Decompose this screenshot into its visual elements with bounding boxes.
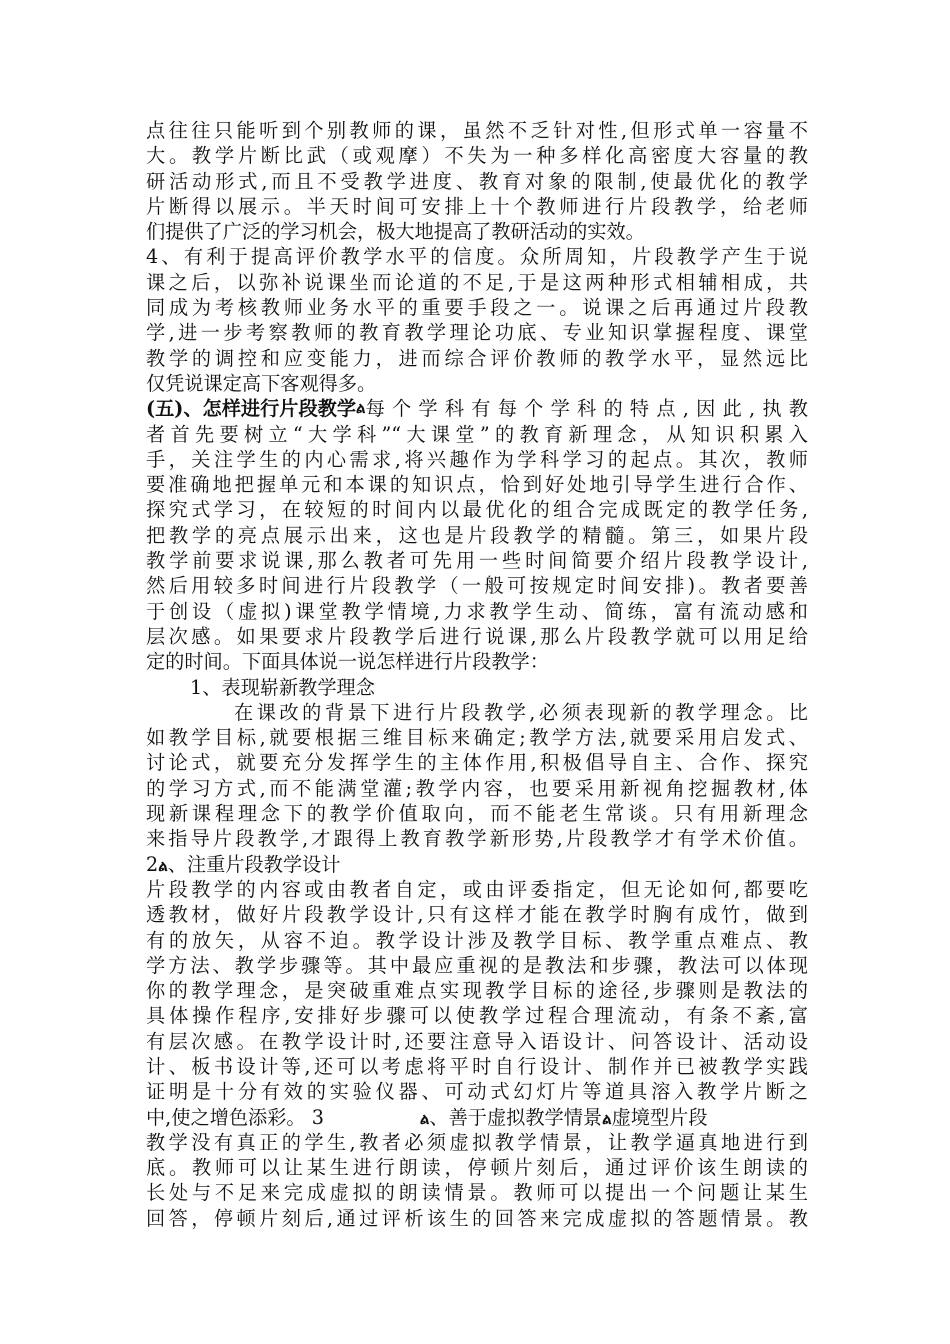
text-line: 的学习方式,而不能满堂灌;教学内容，也要采用新视角挖掘教材,体 [146, 776, 808, 800]
subheading-text: 、注重片段教学设计 [167, 852, 341, 876]
section-heading-line [146, 396, 808, 421]
text-line: 你的教学理念，是突破重难点实现教学目标的途径,步骤则是教法的 [146, 979, 808, 1003]
text-line: 把教学的亮点展示出来，这也是片段教学的精髓。第三，如果片段 [146, 523, 808, 547]
text-line: 如教学目标,就要根据三维目标来确定;教学方法,就要采用启发式、 [146, 726, 808, 750]
mixed-line [146, 1105, 808, 1130]
text-line: 计、板书设计等,还可以考虑将平时自行设计、制作并已被教学实践 [146, 1054, 808, 1078]
text-line: 来指导片段教学,才跟得上教育教学新形势,片段教学才有学术价值。 [146, 827, 808, 851]
text-fragment: 虚境型片段 [611, 1105, 708, 1129]
text-line: 定的时间。下面具体说一说怎样进行片段教学： [146, 650, 549, 674]
text-line: 现新课程理念下的教学价值取向，而不能老生常谈。只有用新理念 [146, 802, 808, 826]
text-line: 教学没有真正的学生,教者必须虚拟教学情景，让教学逼真地进行到 [146, 1130, 808, 1154]
text-line: 有的放矢，从容不迫。教学设计涉及教学目标、教学重点难点、教 [146, 928, 808, 952]
subheading-line [146, 852, 808, 877]
text-line: 们提供了广泛的学习机会，极大地提高了教研活动的实效。 [146, 220, 645, 244]
bullet-glyph: ል [602, 1109, 612, 1128]
text-line: 课之后，以弥补说课坐而论道的不足,于是这两种形式相辅相成，共 [146, 270, 808, 294]
bullet-glyph: ል [419, 1109, 430, 1128]
subheading-text: 、善于虚拟教学情景 [429, 1105, 603, 1129]
text-line: 探究式学习，在较短的时间内以最优化的组合完成既定的教学任务, [146, 498, 808, 522]
text-line: 学方法、教学步骤等。其中最应重视的是教法和步骤，教法可以体现 [146, 953, 808, 977]
text-line: 学,进一步考察教师的教育教学理论功底、专业知识掌握程度、课堂 [146, 321, 808, 345]
text-line: 同成为考核教师业务水平的重要手段之一。说课之后再通过片段教 [146, 296, 808, 320]
text-line: 回答，停顿片刻后,通过评析该生的回答来完成虚拟的答题情景。教 [146, 1206, 808, 1230]
text-line: 具体操作程序,安排好步骤可以使教学过程合理流动，有条不紊,富 [146, 1004, 808, 1028]
text-fragment: 中,使之增色添彩。 3 [146, 1105, 324, 1129]
text-line: 层次感。如果要求片段教学后进行说课,那么片段教学就可以用足给 [146, 624, 808, 648]
subheading-number: 2 [146, 852, 159, 876]
bullet-glyph: ል [158, 856, 168, 875]
text-line: 手，关注学生的内心需求,将兴趣作为学科学习的起点。其次，教师 [146, 447, 808, 471]
text-line: 4、有利于提高评价教学水平的信度。众所周知，片段教学产生于说 [146, 245, 808, 269]
text-line: 片断得以展示。半天时间可安排上十个教师进行片段教学，给老师 [146, 194, 808, 218]
text-line: 教学的调控和应变能力，进而综合评价教师的教学水平，显然远比 [146, 346, 808, 370]
section-heading: (五)、怎样进行片段教学 [146, 397, 357, 421]
text-line: 底。教师可以让某生进行朗读，停顿片刻后，通过评价该生朗读的 [146, 1156, 808, 1180]
text-line: 研活动形式,而且不受教学进度、教育对象的限制,使最优化的教学 [146, 169, 808, 193]
text-line: 有层次感。在教学设计时,还要注意导入语设计、问答设计、活动设 [146, 1029, 808, 1053]
text-line: 要准确地把握单元和本课的知识点，恰到好处地引导学生进行合作、 [146, 473, 808, 497]
text-line: 大。教学片断比武（或观摩）不失为一种多样化高密度大容量的教 [146, 144, 808, 168]
bullet-glyph: ል [356, 399, 366, 418]
document-body [146, 118, 808, 1231]
text-line: 证明是十分有效的实验仪器、可动式幻灯片等道具溶入教学片断之 [146, 1080, 808, 1104]
text-line: 于创设（虚拟)课堂教学情境,力求教学生动、简练，富有流动感和 [146, 599, 808, 623]
text-line: 讨论式，就要充分发挥学生的主体作用,积极倡导自主、合作、探究 [146, 751, 808, 775]
text-line: 教学前要求说课,那么教者可先用一些时间简要介绍片段教学设计, [146, 549, 808, 573]
text-line: 透教材，做好片段教学设计,只有这样才能在教学时胸有成竹，做到 [146, 903, 808, 927]
text-line: 点往往只能听到个别教师的课，虽然不乏针对性,但形式单一容量不 [146, 119, 808, 142]
text-line: 仅凭说课定高下客观得多。 [146, 371, 377, 395]
text-line: 者首先要树立“大学科”“大课堂”的教育新理念，从知识积累入 [146, 422, 808, 446]
text-line: 片段教学的内容或由教者自定，或由评委指定，但无论如何,都要吃 [146, 877, 808, 901]
text-line: 长处与不足来完成虚拟的朗读情景。教师可以提出一个问题让某生 [146, 1181, 808, 1205]
text-line: 然后用较多时间进行片段教学（一般可按规定时间安排)。教者要善 [146, 574, 808, 598]
text-line: 每个学科有每个学科的特点,因此,执教 [365, 397, 808, 421]
text-line: 在课改的背景下进行片段教学,必须表现新的教学理念。比 [234, 700, 808, 724]
subheading-line: 1、表现崭新教学理念 [190, 675, 375, 699]
